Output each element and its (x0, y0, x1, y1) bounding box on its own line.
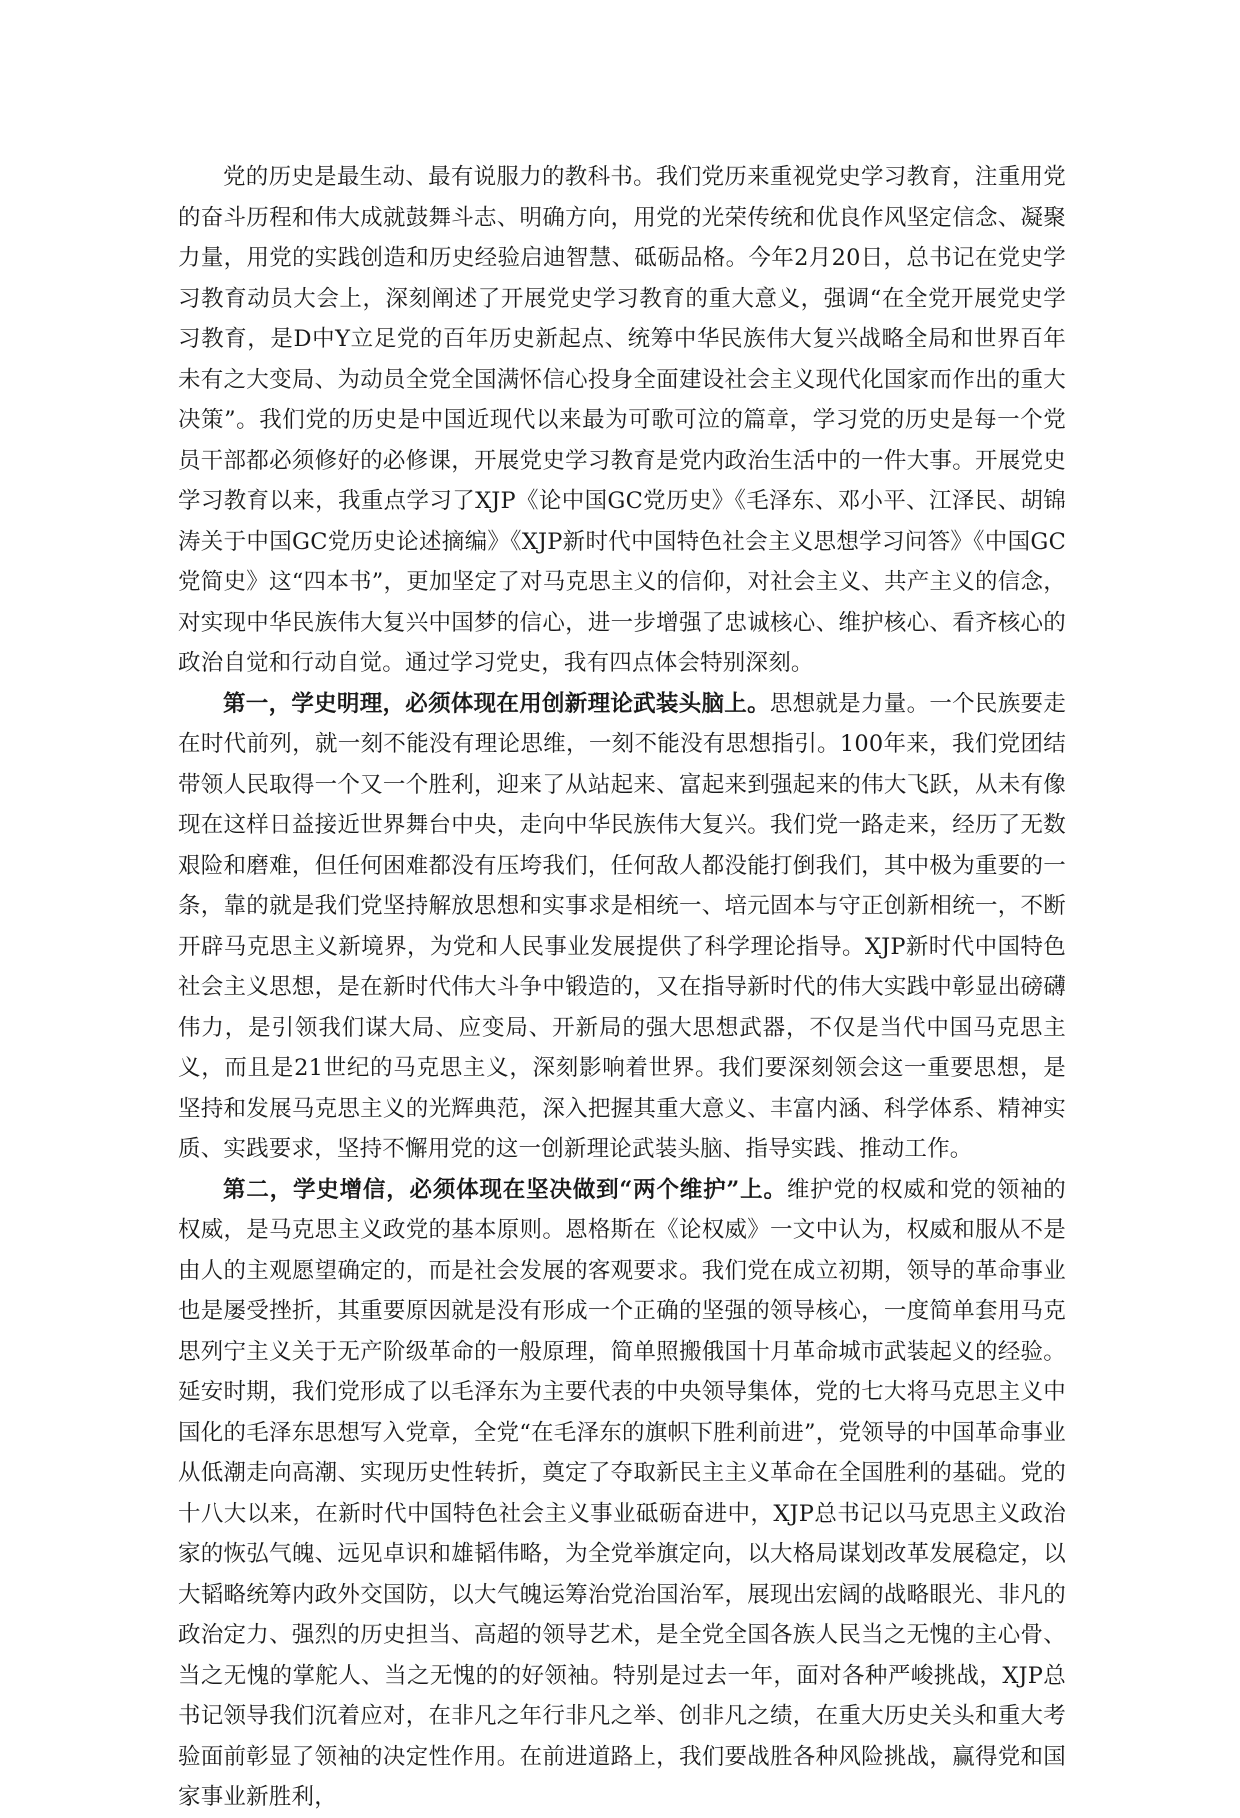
paragraph-text: 维护党的权威和党的领袖的权威，是马克思主义政党的基本原则。恩格斯在《论权威》一文中认为，权威和服从不是由人的主观愿望确定的，而是社会发展的客观要求。我们党在成立初期，领导的革命事业也是屡受挫折，其重要原因就是没有形成一个正确的坚强的领导核心，一度简单套用马克思列宁主义关于无产阶级革命的一般原理，简单照搬俄国十月革命城市武装起义的经验。延安时期，我们党形成了以毛泽东为主要代表的中央领导集体，党的七大将马克思主义中国化的毛泽东思想写入党章，全党“在毛泽东的旗帜下胜利前进”，党领导的中国革命事业从低潮走向高潮、实现历史性转折，奠定了夺取新民主主义革命在全国胜利的基础。党的十八大以来，在新时代中国特色社会主义事业砥砺奋进中，XJP总书记以马克思主义政治家的恢弘气魄、远见卓识和雄韬伟略，为全党举旗定向，以大格局谋划改革发展稳定，以大韬略统筹内政外交国防，以大气魄运筹治党治国治军，展现出宏阔的战略眼光、非凡的政治定力、强烈的历史担当、高超的领导艺术，是全党全国各族人民当之无愧的主心骨、当之无愧的掌舵人、当之无愧的的好领袖。特别是过去一年，面对各种严峻挑战，XJP总书记领导我们沉着应对，在非凡之年行非凡之举、创非凡之绩，在重大历史关头和重大考验面前彰显了领袖的决定性作用。在前进道路上，我们要战胜各种风险挑战，赢得党和国家事业新胜利， (178, 1176, 1066, 1810)
paragraph-first-point (178, 684, 1066, 1170)
paragraph-intro (178, 157, 1066, 684)
paragraph-lead: 第一，学史明理，必须体现在用创新理论武装头脑上。 (223, 690, 770, 717)
paragraph-lead: 第二，学史增信，必须体现在坚决做到“两个维护”上。 (223, 1176, 787, 1203)
paragraph-second-point (178, 1170, 1066, 1818)
document-body (178, 157, 1066, 1818)
paragraph-text: 党的历史是最生动、最有说服力的教科书。我们党历来重视党史学习教育，注重用党的奋斗历程和伟大成就鼓舞斗志、明确方向，用党的光荣传统和优良作风坚定信念、凝聚力量，用党的实践创造和历史经验启迪智慧、砥砺品格。今年2月20日，总书记在党史学习教育动员大会上，深刻阐述了开展党史学习教育的重大意义，强调“在全党开展党史学习教育，是D中Y立足党的百年历史新起点、统筹中华民族伟大复兴战略全局和世界百年未有之大变局、为动员全党全国满怀信心投身全面建设社会主义现代化国家而作出的重大决策”。我们党的历史是中国近现代以来最为可歌可泣的篇章，学习党的历史是每一个党员干部都必须修好的必修课，开展党史学习教育是党内政治生活中的一件大事。开展党史学习教育以来，我重点学习了XJP《论中国GC党历史》《毛泽东、邓小平、江泽民、胡锦涛关于中国GC党历史论述摘编》《XJP新时代中国特色社会主义思想学习问答》《中国GC党简史》这“四本书”，更加坚定了对马克思主义的信仰，对社会主义、共产主义的信念，对实现中华民族伟大复兴中国梦的信心，进一步增强了忠诚核心、维护核心、看齐核心的政治自觉和行动自觉。通过学习党史，我有四点体会特别深刻。 (178, 164, 1066, 676)
paragraph-text: 思想就是力量。一个民族要走在时代前列，就一刻不能没有理论思维，一刻不能没有思想指引。100年来，我们党团结带领人民取得一个又一个胜利，迎来了从站起来、富起来到强起来的伟大飞跃，从未有像现在这样日益接近世界舞台中央，走向中华民族伟大复兴。我们党一路走来，经历了无数艰险和磨难，但任何困难都没有压垮我们，任何敌人都没能打倒我们，其中极为重要的一条，靠的就是我们党坚持解放思想和实事求是相统一、培元固本与守正创新相统一，不断开辟马克思主义新境界，为党和人民事业发展提供了科学理论指导。XJP新时代中国特色社会主义思想，是在新时代伟大斗争中锻造的，又在指导新时代的伟大实践中彰显出磅礴伟力，是引领我们谋大局、应变局、开新局的强大思想武器，不仅是当代中国马克思主义，而且是21世纪的马克思主义，深刻影响着世界。我们要深刻领会这一重要思想，是坚持和发展马克思主义的光辉典范，深入把握其重大意义、丰富内涵、科学体系、精神实质、实践要求，坚持不懈用党的这一创新理论武装头脑、指导实践、推动工作。 (178, 690, 1066, 1162)
